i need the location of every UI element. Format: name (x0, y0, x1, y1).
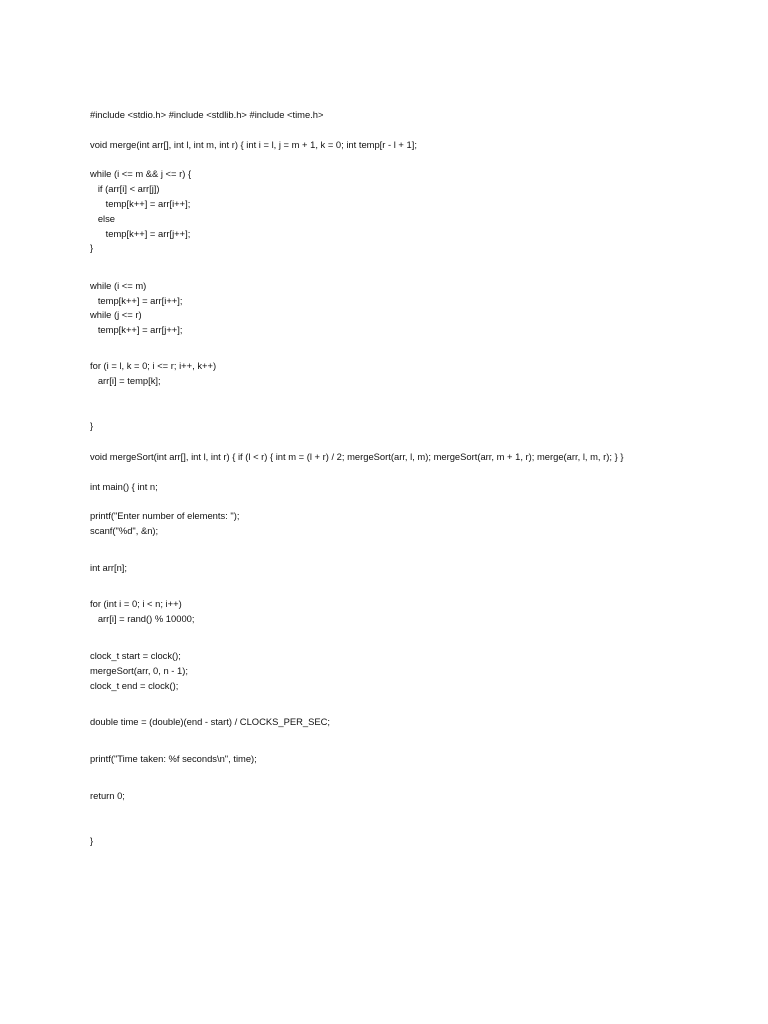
assign-left-line: temp[k++] = arr[i++]; (90, 198, 191, 209)
copy-right-line: temp[k++] = arr[j++]; (90, 324, 183, 335)
scanf-line: scanf("%d", &n); (90, 525, 159, 536)
return-line: return 0; (90, 790, 125, 801)
while-merge-line: while (i <= m && j <= r) { (90, 168, 192, 179)
clock-end-line: clock_t end = clock(); (90, 680, 179, 691)
main-start-line: int main() { int n; (90, 481, 158, 492)
time-calc-line: double time = (double)(end - start) / CLOCKS_PER_SEC; (90, 716, 330, 727)
array-declaration-line: int arr[n]; (90, 562, 127, 573)
assign-right-line: temp[k++] = arr[j++]; (90, 228, 191, 239)
merge-sort-call-line: mergeSort(arr, 0, n - 1); (90, 665, 188, 676)
random-assign-line: arr[i] = rand() % 10000; (90, 613, 195, 624)
printf-prompt-line: printf("Enter number of elements: "); (90, 510, 240, 521)
while-left-line: while (i <= m) (90, 280, 147, 291)
copy-back-line: arr[i] = temp[k]; (90, 375, 161, 386)
copy-left-line: temp[k++] = arr[i++]; (90, 295, 183, 306)
for-copy-back-line: for (i = l, k = 0; i <= r; i++, k++) (90, 360, 217, 371)
merge-end-brace-line: } (90, 420, 94, 431)
else-line: else (90, 213, 116, 224)
include-line: #include <stdio.h> #include <stdlib.h> #include <time.h> (90, 109, 324, 120)
printf-time-line: printf("Time taken: %f seconds\n", time); (90, 753, 257, 764)
clock-start-line: clock_t start = clock(); (90, 650, 181, 661)
merge-signature-line: void merge(int arr[], int l, int m, int r) { int i = l, j = m + 1, k = 0; int temp[r - l + 1]; (90, 139, 417, 150)
if-compare-line: if (arr[i] < arr[j]) (90, 183, 160, 194)
closing-brace-line: } (90, 242, 94, 253)
main-end-brace-line: } (90, 835, 94, 846)
for-random-line: for (int i = 0; i < n; i++) (90, 598, 182, 609)
merge-sort-line: void mergeSort(int arr[], int l, int r) { if (l < r) { int m = (l + r) / 2; mergeSort(arr, l, m); mergeSort(arr, m + 1, r); merge(arr, l, m, r); } } (90, 451, 624, 462)
while-right-line: while (j <= r) (90, 309, 142, 320)
